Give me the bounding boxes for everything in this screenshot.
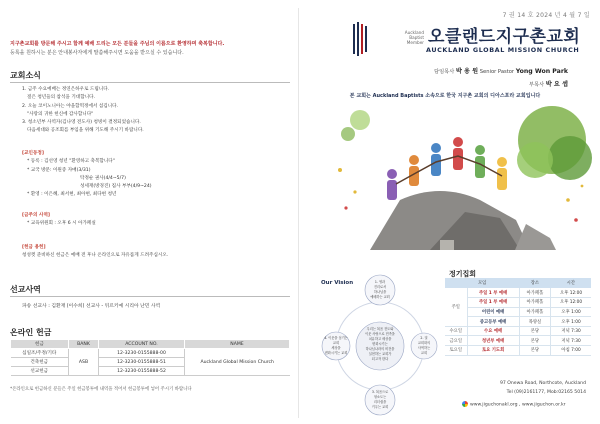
schedule-event: 주일 1 부 예배 — [467, 288, 519, 298]
giving-col-header: BANK — [69, 340, 99, 349]
news-list — [22, 86, 287, 136]
baptist-member-line: Auckland — [404, 30, 424, 35]
vision-center-line: 하나님나라의 비전을 — [365, 347, 395, 351]
missions-rule — [10, 296, 290, 297]
giving-table-header — [11, 340, 290, 349]
schedule-header — [445, 278, 591, 288]
news-item: "사랑의 귀한 헌신에 감사합니다" — [27, 111, 94, 117]
news-item: 다음세대와 공조회를 부임을 위해 기도해 주시기 바랍니다. — [27, 128, 144, 134]
schedule-day: 수요일 — [445, 326, 467, 336]
giving-col-header: NAME — [185, 340, 290, 349]
schedule-title: 정기집회 — [449, 270, 477, 278]
vision-node-1: 1. 영과 — [374, 280, 386, 284]
giving-type: 건축헌금 — [11, 358, 69, 367]
schedule-place: 아가페홀 — [519, 288, 550, 298]
vision-node-4: 변화시키는 교회 — [324, 351, 348, 355]
church-name-korean: 오클랜드지구촌교회 — [428, 27, 581, 47]
schedule-event: 중고등부 예배 — [467, 317, 519, 327]
pastor-name-korean: 박 용 원 — [455, 68, 479, 75]
table-row — [445, 346, 591, 356]
vision-title: Our Vision — [321, 280, 354, 286]
news-section-title: 교회소식 — [10, 71, 41, 80]
church-name-english: AUCKLAND GLOBAL MISSION CHURCH — [426, 46, 580, 54]
members-line: * 환영 : 이은혜, 최서현, 최아현, 최다현 청년 — [27, 192, 117, 198]
meetings-block — [22, 212, 287, 229]
schedule-time: 아침 7:00 — [551, 346, 591, 356]
senior-pastor — [300, 66, 590, 75]
table-row — [445, 298, 591, 308]
column-divider — [298, 8, 299, 418]
news-item: 절은 청년들의 참석을 기대합니다. — [27, 95, 95, 101]
schedule-day: 주일 — [445, 288, 467, 326]
schedule-event: 토요 기도회 — [467, 346, 519, 356]
schedule-time: 저녁 7:30 — [551, 336, 591, 346]
schedule-day: 토요일 — [445, 346, 467, 356]
giving-type: 선교헌금 — [11, 367, 69, 376]
vision-node-4: 4. 이웃을 섬기는 — [324, 336, 348, 340]
schedule-col-header: 시간 — [551, 278, 591, 288]
schedule-time: 오후 12:00 — [551, 288, 591, 298]
giving-col-header: 헌금 — [11, 340, 69, 349]
vision-node-4: 세상을 — [331, 346, 341, 350]
vision-node-3: 형소도는 — [373, 395, 387, 399]
schedule-event: 수요 예배 — [467, 326, 519, 336]
climbing-people-illustration — [330, 100, 592, 250]
schedule-event: 어린이 예배 — [467, 307, 519, 317]
schedule-place: 아가페홀 — [519, 298, 550, 308]
welcome-line-1: 지구촌교회를 방문해 주시고 함께 예배 드리는 모든 분들을 주님의 이름으로 환영하며 축복합니다. — [10, 41, 225, 47]
vision-center-line: 변화시키는 — [372, 342, 388, 346]
vision-node-3: 리더쉽을 — [373, 400, 387, 404]
publication-date: 7 권 14 호 2024 년 4 월 7 일 — [502, 12, 590, 19]
schedule-day: 금요일 — [445, 336, 467, 346]
schedule-table — [445, 278, 591, 356]
missions-section-title: 선교사역 — [10, 285, 41, 294]
members-line: 탁정순 권사(4/4~5/7) — [80, 175, 126, 181]
schedule-place: 본당 — [519, 336, 550, 346]
table-row — [445, 307, 591, 317]
members-line: * 교국 방문: 이원증 자매(3/31) — [27, 167, 91, 173]
assoc-role: 부목사 — [529, 82, 545, 88]
giving-section-title: 온라인 헌금 — [10, 328, 52, 337]
vision-center-line: 실현하는 교회가 — [368, 352, 392, 356]
table-row — [445, 288, 591, 298]
pastor-role: 담임목사 — [434, 69, 455, 75]
welcome-line-2: 등록을 원하시는 분은 안내봉사자에게 말씀해주시면 도움을 받으실 수 있습니다. — [10, 50, 184, 56]
meetings-title: [금주의 사역] — [22, 213, 50, 218]
giving-bank: ASB — [69, 349, 99, 376]
associate-pastor — [300, 79, 590, 88]
vision-center-line: 우리는 복음 전도와 — [366, 327, 394, 331]
table-row — [445, 317, 591, 327]
vision-node-2: 사역하는 — [417, 346, 431, 350]
news-item: 1. 금주 수요예배는 정연은하우로 드립니다. — [22, 87, 110, 92]
members-block — [22, 150, 287, 200]
news-item: 2. 오늘 코이노니아는 야을합떡정에서 섬깁니다. — [22, 103, 118, 109]
church-address: 97 Onewa Road, Northcote, Auckland — [499, 381, 586, 386]
church-logo-icon — [352, 22, 370, 58]
church-tagline: 본 교회는 Auckland Baptists 소속으로 한국 지구촌 교회의 디아스포라 교회입니다 — [349, 93, 541, 99]
giving-type: 십일조/주정/기타 — [11, 349, 69, 358]
pastor-name-english: Yong Won Park — [515, 68, 568, 75]
schedule-col-header: 장소 — [519, 278, 550, 288]
schedule-place: 아가페홀 — [519, 307, 550, 317]
giving-note: *온라인으로 헌금하신 분들은 주일 헌금봉투에 내역을 적어서 헌금봉투에 넣어 주시기 바랍니다 — [10, 387, 192, 392]
members-line: * 등록 : 김선영 청년 "환영하고 축복합니다" — [27, 159, 115, 165]
giving-info-line: 청성껏 준비하신 헌금은 예배 전 후나 온라인으로 자유롭게 드려주십시오. — [22, 253, 169, 259]
schedule-col-header: 모임 — [445, 278, 519, 288]
church-phones: Tel (09)2161177, Mob:02165 5014 — [506, 390, 586, 395]
pastor-role-english: Senior Pastor — [479, 69, 515, 75]
church-website[interactable] — [462, 401, 566, 408]
giving-account-name: Auckland Global Mission Church — [185, 349, 290, 376]
vision-node-2: 교회화의 — [417, 341, 431, 345]
giving-account[interactable]: 12-3230-0155888-00 — [99, 349, 185, 358]
vision-diagram — [318, 268, 438, 418]
vision-node-3: 3. 복음으로 — [371, 390, 389, 394]
giving-info-title: [헌금 용헌] — [22, 245, 46, 250]
chrome-icon — [462, 401, 468, 407]
missions-text: 파송 선교사 : 김환재 (이수희) 선교사 - 뒤르키예 시리아 난민 사역 — [22, 304, 161, 309]
vision-center-line: 되고자 한다 — [371, 357, 389, 361]
members-line: 성세재(방경진) 집사 부부(4/9~24) — [80, 184, 152, 190]
table-row — [445, 336, 591, 346]
baptist-member-line: Member — [406, 40, 424, 45]
vision-node-1: 진리로서 — [373, 285, 387, 289]
vision-node-4: 교회 — [332, 341, 340, 345]
vision-node-2: 교회 — [420, 351, 428, 355]
giving-account[interactable]: 12-3230-0155888-52 — [99, 367, 185, 376]
meetings-line: * 교육위원회 : 오후 6 시 아가페실 — [27, 221, 96, 227]
members-title: [교인동정] — [22, 151, 44, 156]
schedule-place: 본당 — [519, 346, 550, 356]
schedule-place: 목양실 — [519, 317, 550, 327]
vision-node-3: 키우는 교회 — [371, 405, 389, 409]
schedule-time: 오후 1:00 — [551, 307, 591, 317]
table-row — [445, 326, 591, 336]
vision-center-line: 이웃 사랑으로 민족을 — [365, 332, 395, 336]
welcome-message — [10, 40, 290, 58]
website-link[interactable]: www.jiguchonakl.org , www.jiguchon.or.kr — [470, 402, 566, 408]
giving-col-header: ACCOUNT NO. — [99, 340, 185, 349]
vision-node-1: 예배하는 교회 — [370, 295, 390, 299]
table-row — [11, 349, 290, 358]
vision-center-line: 치유하고 세상을 — [368, 337, 392, 341]
giving-account[interactable]: 12-3230-0155888-51 — [99, 358, 185, 367]
schedule-time: 오후 1:00 — [551, 317, 591, 327]
assoc-name: 박 요 셉 — [545, 81, 568, 88]
baptist-member-line: Baptist — [409, 35, 424, 40]
schedule-time: 오후 12:00 — [551, 298, 591, 308]
baptist-member-label — [396, 30, 424, 45]
schedule-place: 본당 — [519, 326, 550, 336]
vision-node-2: 2. 열 — [420, 336, 428, 340]
news-item: 3. 청소년부 사역자(김나영 전도사) 청빙이 결정되었습니다. — [22, 120, 141, 126]
schedule-time: 저녁 7:30 — [551, 326, 591, 336]
schedule-event: 주일 1 부 예배 — [467, 298, 519, 308]
vision-node-1: 하나님을 — [373, 290, 387, 294]
news-rule — [10, 82, 290, 83]
giving-info-block — [22, 244, 287, 261]
schedule-event: 청년부 예배 — [467, 336, 519, 346]
giving-table — [10, 339, 290, 376]
